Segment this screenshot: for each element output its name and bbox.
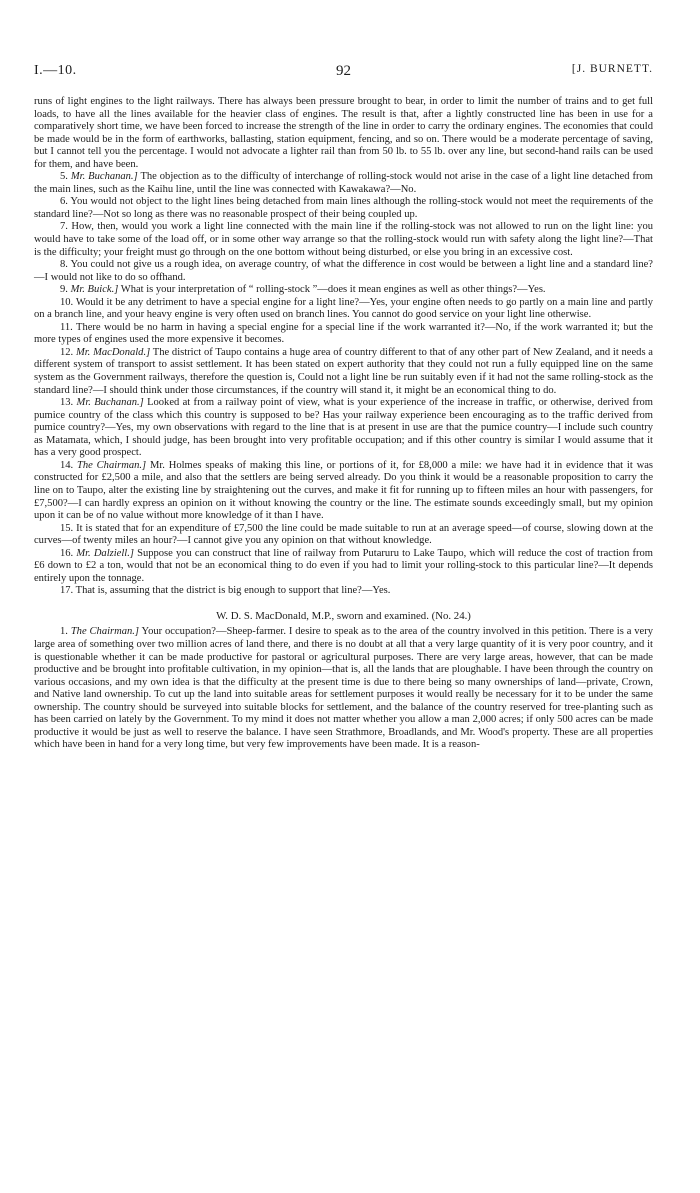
- paragraph: 16. Mr. Dalziell.] Suppose you can construct that line of railway from Putaruru to Lake Taupo, which will reduce the cost of traction from £6 down to £2 a ton, would that not be an economical thing to do even if you had to limit your rolling-stock to this particular line?—It depends entirely upon the tonnage.: [34, 547, 653, 584]
- speaker-name: Mr. Buchanan.]: [70, 171, 138, 183]
- paragraph: 14. The Chairman.] Mr. Holmes speaks of making this line, or portions of it, for £8,000 a mile: we have had it in evidence that it was constructed for £2,500 a mile, and also that the settlers are being served already. Do you think it would be a reasonable proposition to carry the line on to Taupo, alter the existing line by straightening out the curves, and make it fit for running up to fifteen miles an hour with passengers, for £7,500?—I can hardly express an opinion on it without knowing the country or the line. The estimate sounds exceedingly small, but my opinion upon it can be of no value without more knowledge of it than I have.: [34, 459, 653, 522]
- paragraph: 8. You could not give us a rough idea, on average country, of what the difference in cost would be between a light line and a standard line?—I would not like to do so offhand.: [34, 259, 653, 283]
- speaker-name: Mr. Dalziell.]: [76, 547, 134, 559]
- paragraph: runs of light engines to the light railways. There has always been pressure brought to bear, in order to limit the number of trains and to get full loads, to have all the lines available for the heavier class of engines. The result is that, after a lightly constructed line has been in use for a comparatively short time, we have been forced to increase the strength of the line in order to carry the ordinary engines. The economies that could be made would be in the form of earthworks, ballasting, station equipment, fencing, and so on. There would be a moderate percentage of saving, but I cannot tell you the percentage. I would not advocate a lighter rail than from 50 lb. to 55 lb. over any line, but second-hand rails can be used for them, and have been.: [34, 96, 653, 170]
- page-number: 92: [336, 63, 351, 79]
- paragraph: 15. It is stated that for an expenditure of £7,500 the line could be made suitable to run at an average speed—of course, slowing down at the curves—of twenty miles an hour?—I cannot give you any opinion on that without knowledge.: [34, 522, 654, 547]
- paragraph: 6. You would not object to the light lines being detached from main lines although the rolling-stock would not meet the requirements of the standard line?—Not so long as there was no reasonable prospect of their being coupled up.: [34, 196, 653, 220]
- paragraph: 1. The Chairman.] Your occupation?—Sheep-farmer. I desire to speak as to the area of the country involved in this petition. There is a very large area of something over two million acres of land there, and there is no doubt at all that a very large quantity of it is very poor country, and it is questionable whether it can be made productive for pastoral or agricultural purposes. There are very large areas, however, that can be made productive and be brought into profitable cultivation, in my opinion—that is, all the lands that are ploughable. I have been through the country on various occasions, and my own idea is that the difficulty at the present time is due to there being so many ownerships of land—private, Crown, and Native land ownership. To cut up the land into suitable areas for settlement purposes it would really be necessary for it to be under the same ownership. The country should be surveyed into suitable blocks for settlement, and the balance of the country reserved for tree-planting such as has been carried on lately by the Government. To my mind it does not matter whether you allow a man 2,000 acres; if only 500 acres can be made productive it would be just as well to reserve the balance. I have seen Strathmore, Broadlands, and Mr. Wood's property. These are all properties which have been in hand for a very long time, but very few improvements have been made. It is a reason-: [34, 626, 654, 751]
- page-body: [34, 96, 653, 752]
- speaker-name: Mr. Buchanan.]: [76, 397, 144, 409]
- witness-running-head: [J. BURNETT.: [571, 63, 653, 75]
- speaker-name: The Chairman.]: [77, 459, 147, 471]
- speaker-name: The Chairman.]: [70, 626, 140, 638]
- paragraph: 5. Mr. Buchanan.] The objection as to the difficulty of interchange of rolling-stock would not arise in the case of a light line detached from the main lines, such as the Kaihu line, until the line was connected with Kawakawa?—No.: [34, 171, 654, 195]
- speaker-name: Mr. MacDonald.]: [75, 346, 151, 358]
- paragraph: 13. Mr. Buchanan.] Looked at from a railway point of view, what is your experience of the increase in traffic, or otherwise, derived from pumice country of the class which this country is supposed to be? Has your railway experience been encouraging as to the traffic derived from pumice country?—Yes, my own observations with regard to the line that is at present in use are that the pumice country—I include such country as Matamata, which, I should judge, has been brought into very profitable occupation; and if this other country is similar I would assume that it has a very good prospect.: [34, 397, 653, 459]
- paragraph: 10. Would it be any detriment to have a special engine for a light line?—Yes, your engine often needs to go partly on a main line and partly on a branch line, and your heavy engine is very often used on branch lines. You cannot do good service on your light line otherwise.: [34, 296, 653, 321]
- paragraph: 11. There would be no harm in having a special engine for a special line if the work warranted it?—No, if the work warranted it; but the more types of engines used the more expensive it becomes.: [34, 321, 653, 346]
- paragraph: 12. Mr. MacDonald.] The district of Taupo contains a huge area of country different to that of any other part of New Zealand, and it needs a different system of transport to assist settlement. It has been stated on expert authority that they could not run a fully equipped line on the same system as the Government railways, therefore the question is, Could not a light line be run suitably even if it had not the same rolling-stock as the standard line?—I should think under those circumstances, if the country will stand it, it might be an economical thing to do.: [34, 346, 653, 396]
- paragraph: 17. That is, assuming that the district is big enough to support that line?—Yes.: [60, 585, 391, 597]
- page-header: [34, 63, 653, 83]
- paragraph: 7. How, then, would you work a light line connected with the main line if the rolling-stock was not allowed to run on the light line: you would have to take some of the load off, or in some other way arrange so that the rolling-stock would run with safety along the light line?—That is the difficulty; your freight must go through on the one bottom without being disturbed, or else you bring in an excessive cost.: [34, 221, 654, 258]
- paragraph: 9. Mr. Buick.] What is your interpretation of “ rolling-stock ”—does it mean engines as well as other things?—Yes.: [60, 284, 546, 296]
- speaker-name: Mr. Buick.]: [70, 284, 119, 296]
- parliamentary-paper-ref: I.—10.: [34, 63, 77, 78]
- witness-heading: W. D. S. MacDonald, M.P., sworn and examined. (No. 24.): [216, 609, 471, 622]
